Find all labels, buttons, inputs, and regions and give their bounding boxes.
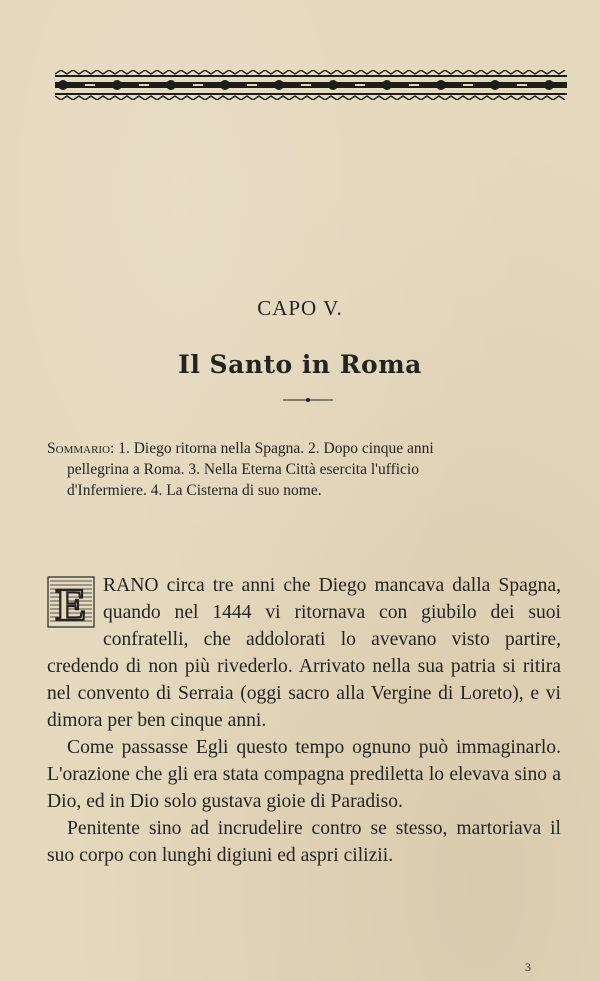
title-separator-rule — [283, 397, 333, 403]
summary-line-2: pellegrina a Roma. 3. Nella Eterna Città esercita l'ufficio — [67, 461, 419, 478]
first-word-small-caps: RANO — [103, 575, 159, 596]
paragraph-1 — [47, 572, 561, 734]
chapter-body — [47, 572, 561, 869]
paragraph-1-text: circa tre anni che Diego mancava dalla Spagna, quando nel 1444 vi ritornava con giubilo dei suoi confratelli, che addolorati lo avevano visto partire, credendo di non più rivederlo. Arrivato nella sua patria si ritira nel convento di Serraia (oggi sacro alla Vergine di Loreto), e vi dimora per ben cinque anni. — [47, 575, 561, 731]
summary-line-3: d'Infermiere. 4. La Cisterna di suo nome. — [67, 482, 322, 499]
chapter-number: CAPO V. — [257, 296, 343, 320]
summary-label: Sommario — [47, 440, 111, 457]
chapter-summary — [47, 438, 565, 501]
chapter-title: Il Santo in Roma — [178, 350, 422, 379]
svg-text:E: E — [55, 579, 87, 628]
paragraph-2: Come passasse Egli questo tempo ognuno può immaginarlo. L'orazione che gli era stata compagna prediletta lo elevava sino a Dio, ed in Dio solo gustava gioie di Paradiso. — [47, 737, 561, 812]
ornamental-header-band — [55, 70, 567, 100]
decorated-initial-e — [47, 576, 95, 628]
summary-line-1: : 1. Diego ritorna nella Spagna. 2. Dopo cinque anni — [110, 440, 434, 457]
paragraph-3: Penitente sino ad incrudelire contro se stesso, martoriava il suo corpo con lunghi digiuni ed aspri cilizii. — [47, 818, 561, 866]
page-number: 3 — [525, 960, 531, 974]
